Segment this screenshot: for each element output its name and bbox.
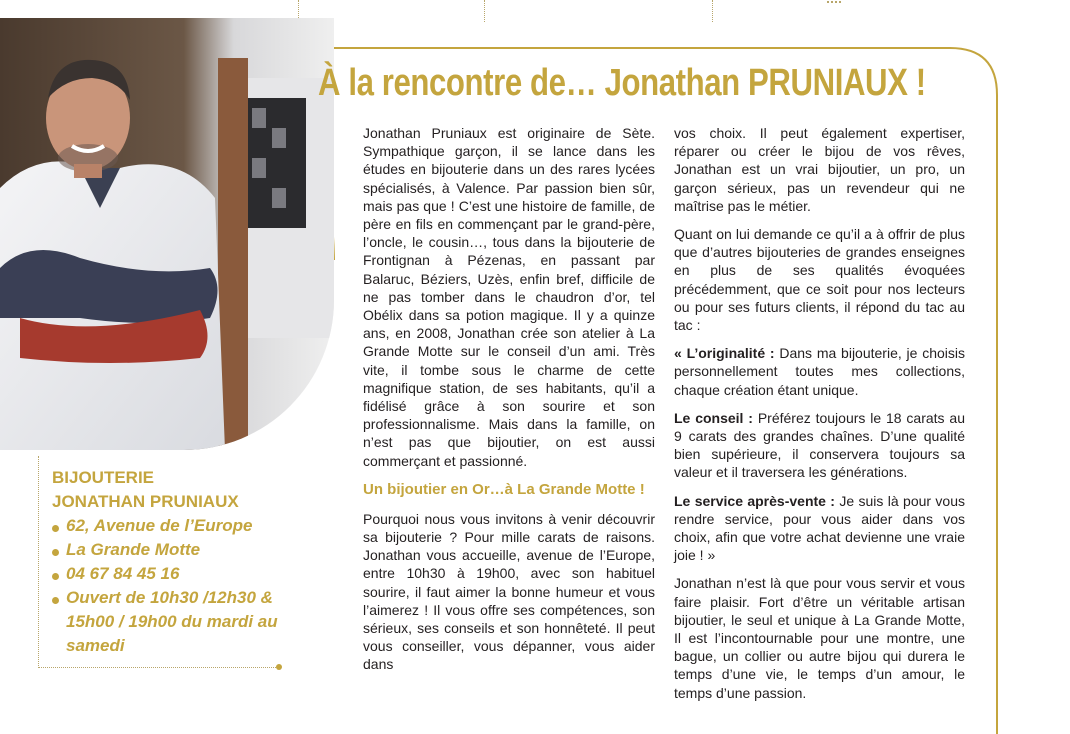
- quote-text: Dans ma bijouterie, je choisis personnellement toutes mes collections, chaque création étant unique.: [674, 345, 965, 398]
- article-subheading: Un bijoutier en Or…à La Grande Motte !: [363, 480, 645, 498]
- article-paragraph: vos choix. Il peut également expertiser, réparer ou créer le bijou de vos rêves, Jonathan est un vrai bijoutier, un pro, un garçon sérieux, pas un revendeur qui ne maîtrise pas le métier.: [674, 125, 965, 214]
- business-name-line2: JONATHAN PRUNIAUX: [52, 492, 239, 511]
- business-address: 62, Avenue de l’Europe: [52, 514, 292, 538]
- top-dotted-divider: [712, 0, 713, 22]
- quote-label: « L’originalité :: [674, 345, 775, 362]
- quote-label: Le service après-vente :: [674, 492, 835, 509]
- business-name-line1: BIJOUTERIE: [52, 468, 155, 487]
- business-info: [52, 466, 292, 658]
- top-dotted-mark: [827, 0, 841, 3]
- business-phone: 04 67 84 45 16: [52, 562, 292, 586]
- article-paragraph: Jonathan Pruniaux est originaire de Sète. Sympathique garçon, il se lance dans les études en bijouterie dans un des rares lycées spécialisés, à Valence. Par passion bien sûr, mais pas que ! C’est une histoire de famille, de père en fils en commençant par le grand-père, l’oncle, le cousin…, tous dans la bijouterie de Frontignan à Pézenas, en passant par Balaruc, Béziers, Uzès, enfin bref, difficile de ne pas tomber dans le chaudron d’or, tel Obélix dans sa potion magique. Il y a quinze ans, en 2008, Jonathan crée son atelier à La Grande Motte sur le conseil d’un ami. Très vite, il tombe sous le charme de cette magnifique station, de ses habitants, qu’il a fidélisé grâce à son sourire et son professionnalisme. Mais dans la famille, on n’est pas que bijoutier, on est aussi commerçant et passionné.: [363, 125, 655, 469]
- article-paragraph: Jonathan n’est là que pour vous servir et vous faire plaisir. Fort d’être un véritable artisan bijoutier, le seul et unique à La Grande Motte, Il est l’incontournable pour une montre, une bague, un collier ou autre bijou qui durera le temps d’une vie, le temps d’un amour, le temps d’une passion.: [674, 575, 965, 701]
- quote-label: Le conseil :: [674, 409, 753, 426]
- article-paragraph: Quant on lui demande ce qu’il a à offrir de plus que d’autres bijouteries de grandes enseignes en plus de ses qualités évoquées précédemment, que ce soit pour nos lecteurs ou pour ses futurs clients, il répond du tac au tac :: [674, 226, 965, 334]
- quote-text: Je suis là pour vous rendre service, pour vous aider dans vos choix, afin que votre achat devienne une vraie joie ! »: [674, 492, 966, 564]
- quote-originality: [674, 344, 965, 399]
- top-dotted-divider: [484, 0, 485, 22]
- article-column-1: [363, 124, 655, 684]
- quote-text: Préférez toujours le 18 carats au 9 carats des grandes chaînes. D’une qualité bien supérieure, il conservera toujours sa valeur et il traversera les générations.: [674, 409, 965, 481]
- quote-after-sales: [674, 492, 965, 565]
- page-title: À la rencontre de… Jonathan PRUNIAUX !: [318, 62, 926, 104]
- article-paragraph: Pourquoi nous vous invitons à venir découvrir sa bijouterie ? Pour mille carats de raisons. Jonathan vous accueille, avenue de l’Europe, entre 10h30 à 19h00, avec son habituel sourire, il faut aimer la bonne humeur et vous l’aimerez ! Il vous offre ses compétences, son sérieux, ses conseils et son honnêteté. Il peut vous conseiller, vous dépanner, vous aider dans: [363, 510, 655, 673]
- business-hours: Ouvert de 10h30 /12h30 & 15h00 / 19h00 du mardi au samedi: [52, 586, 292, 658]
- portrait-photo: [0, 18, 334, 450]
- quote-advice: [674, 409, 965, 482]
- business-details: [52, 514, 292, 658]
- article-column-2: [674, 124, 965, 712]
- info-frame-dot: [276, 664, 282, 670]
- business-city: La Grande Motte: [52, 538, 292, 562]
